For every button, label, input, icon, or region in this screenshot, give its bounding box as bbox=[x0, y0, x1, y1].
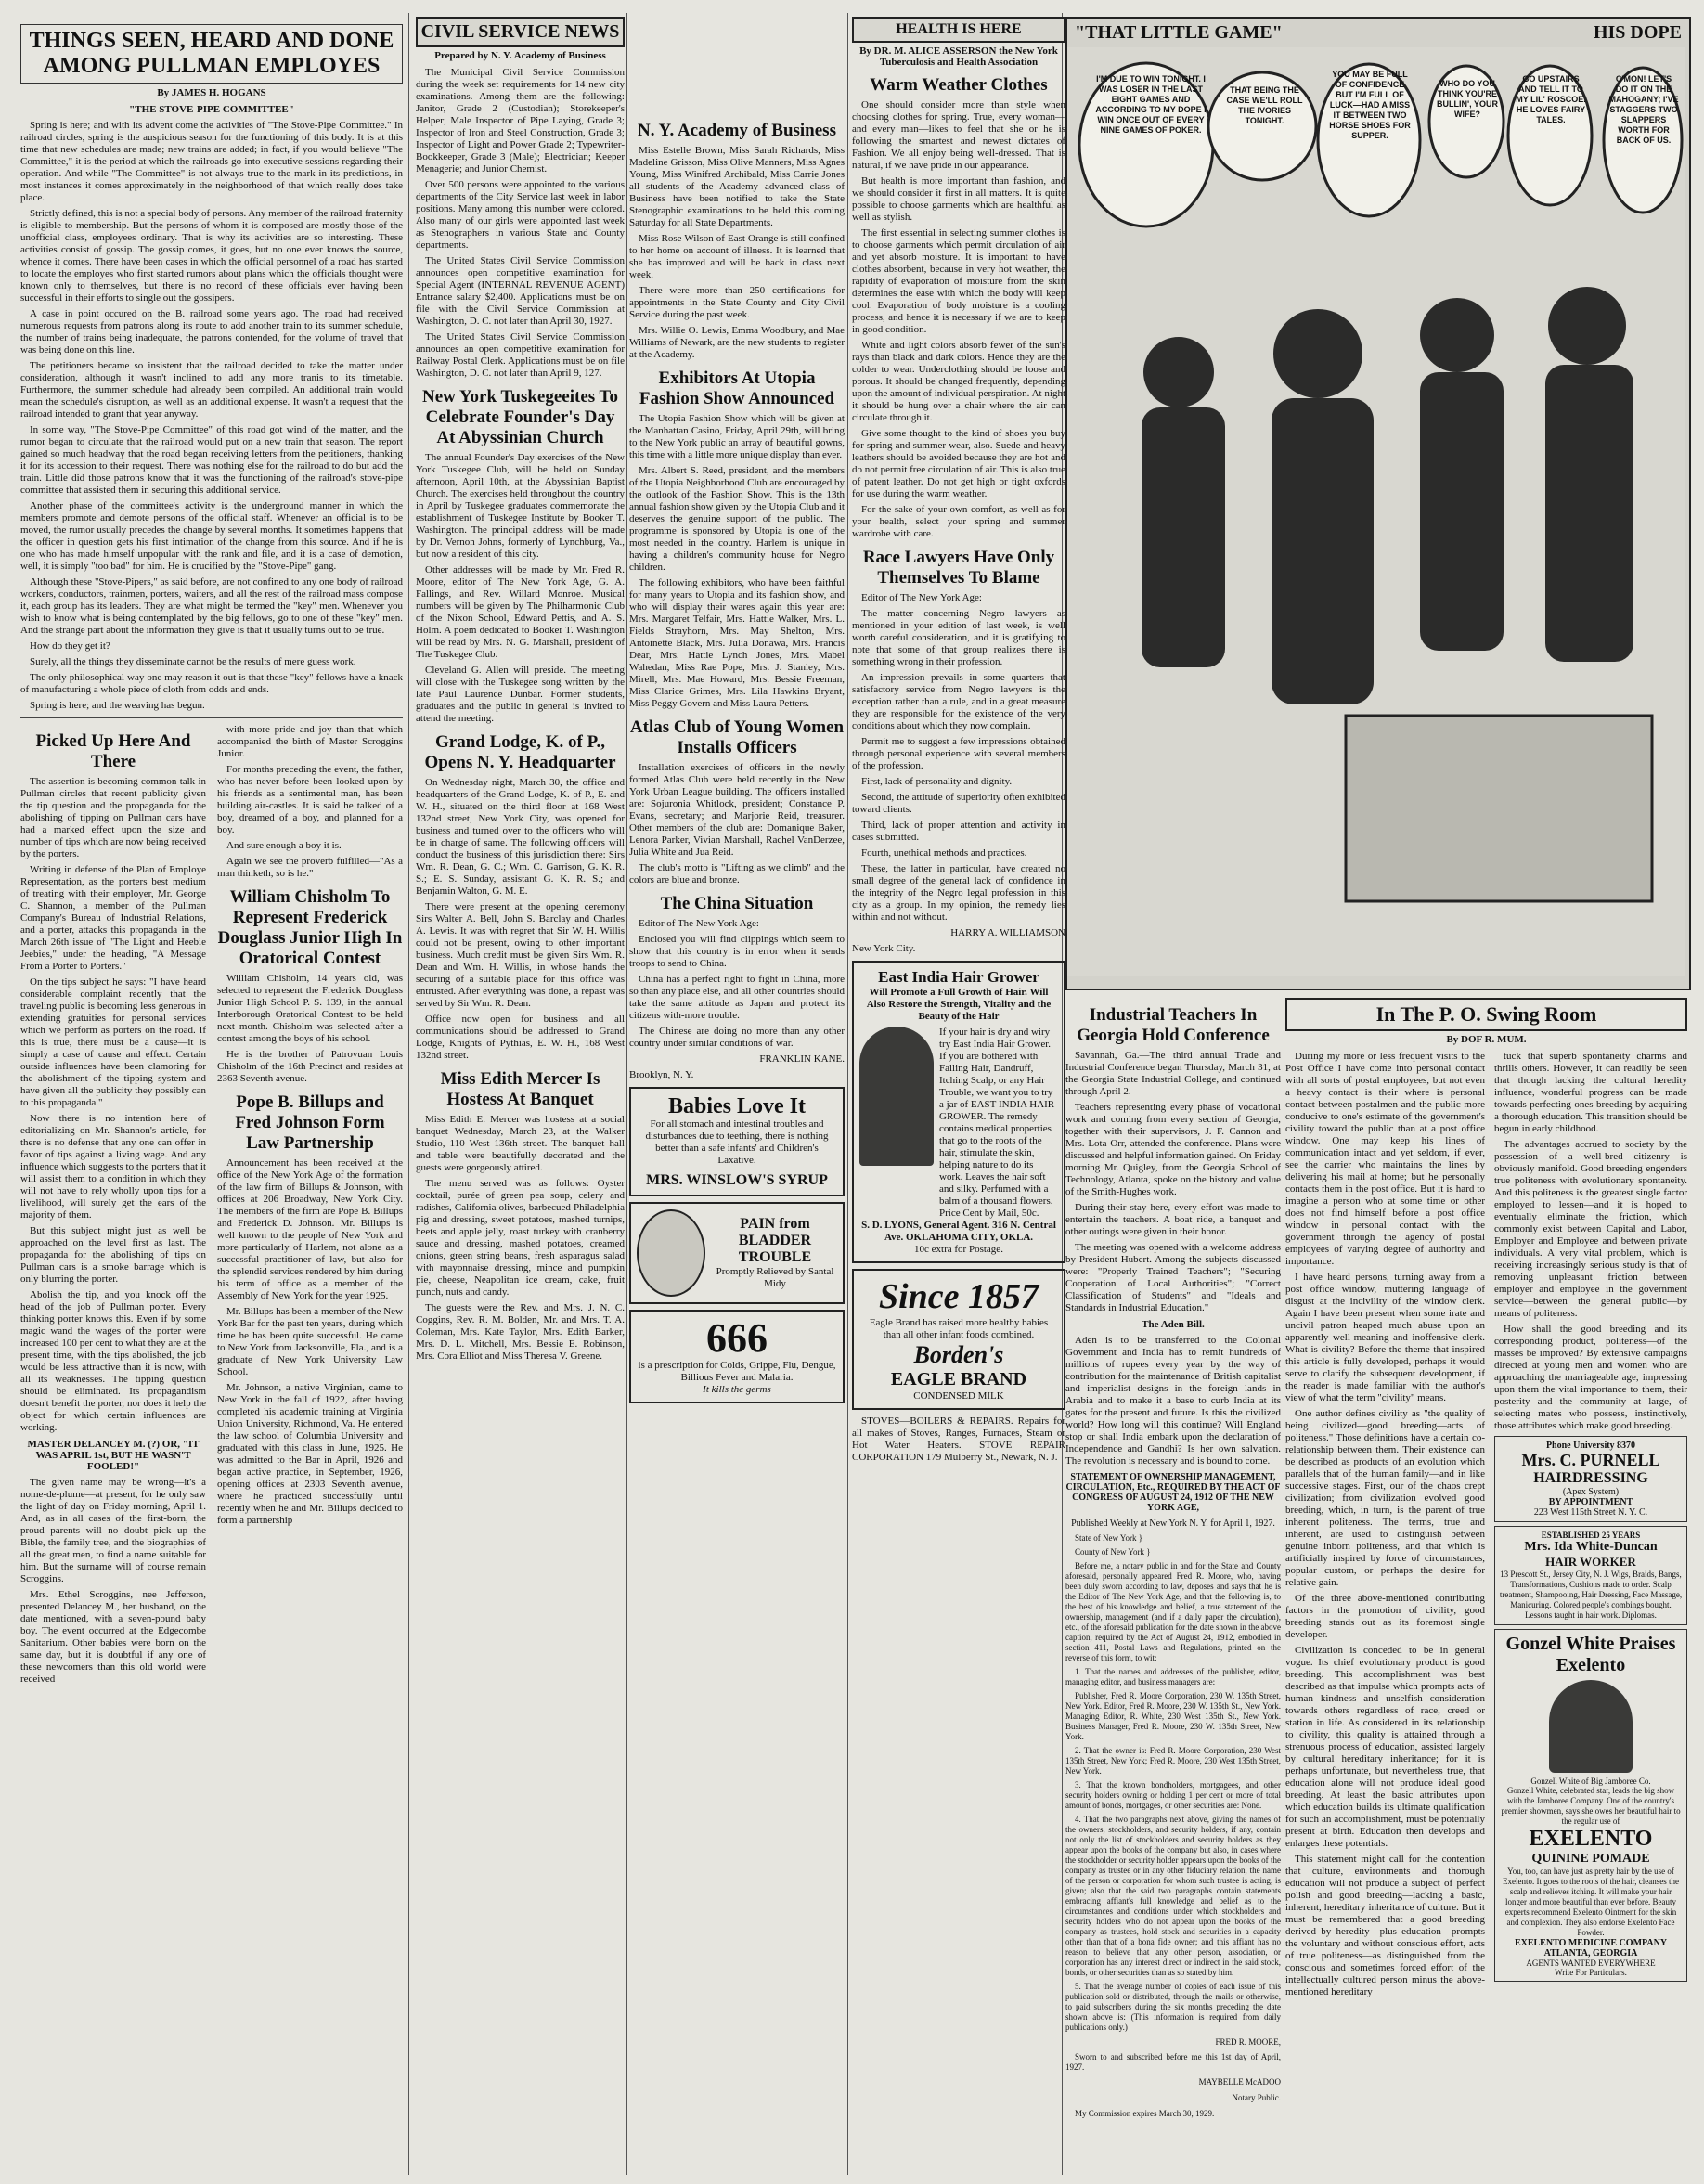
paragraph: Editor of The New York Age: bbox=[861, 592, 982, 603]
paragraph: The first essential in selecting summer clothes is to choose garments which permit circulation of air and yet absorb moisture. It is important to have clothes absorbent, because in very hot weather, the rapidity of evaporation of moisture from the skin determines the ease with which the body will keep cool. Evaporation of body moisture is a cooling process, and hence it is necessary if we are to keep in good condition. bbox=[852, 227, 1065, 335]
paragraph: Miss Rose Wilson of East Orange is still confined to her home on account of illness. It is learned that she has improved and will be back in class next week. bbox=[629, 233, 845, 280]
paragraph: Mr. Johnson, a native Virginian, came to New York in the fall of 1922, after having completed his academic training at Virginia Union University, Richmond, Va. He entered the law school of Columbia University and graduated with this class in June, 1925. He was admitted to the Bar in April, 1926 and began active practice, in September, 1926, opening offices at 2303 Seventh avenue, where he practiced successfully until recently when he and Mr. Billups decided to form a partnership bbox=[217, 1382, 403, 1526]
paragraph: Editor of The New York Age: bbox=[639, 918, 759, 929]
paragraph: But health is more important than fashion, and we should consider it first in all matters. It is quite possible to choose garments which are healthful as well as stylish. bbox=[852, 175, 1065, 223]
swing-room-right bbox=[1494, 1051, 1687, 2160]
paragraph: Cleveland G. Allen will preside. The meeting will close with the Tuskegee song written by the late Paul Laurence Dunbar. Former students, graduates and the public in general is invited to attend the meeting. bbox=[416, 665, 625, 724]
swing-room-headline: In The P. O. Swing Room bbox=[1285, 998, 1687, 1031]
paragraph: How shall the good breeding and its corresponding product, politeness—of the masses be improved? By extensive campaigns directed at young men and women who are approaching the marriageable age, impressing upon them the vital importance to them, their posterity and the community at large, of selecting mates who possess, instinctively, those attributes which make good breeding. bbox=[1494, 1324, 1687, 1431]
paragraph: Strictly defined, this is not a special body of persons. Any member of the railroad fraternity is eligible to membership. But the persons of whom it is composed are mostly those of the unofficial class, employees ordinary. That is why its activities are so interesting. These activities consist of gossip. The gossip comes, it goes, but no one ever knows the source, whence it comes. There have been cases in which the official personnel of a road has started to locate the employes who first started rumors about plans which the officials thought were known only to themselves, but there is no record of these officials ever having been successful in their efforts to single out the gossipers. bbox=[20, 208, 403, 304]
civil-service-headline: CIVIL SERVICE NEWS bbox=[416, 17, 625, 47]
exelento-brand: EXELENTO bbox=[1529, 1827, 1653, 1851]
paragraph: Third, lack of proper attention and activity in cases submitted. bbox=[852, 820, 1065, 843]
paragraph: The matter concerning Negro lawyers as mentioned in your edition of last week, is well worth careful consideration, and it is gratifying to note that some of that group realizes there is something wrong in their profession. bbox=[852, 608, 1065, 667]
civil-service-column bbox=[416, 17, 625, 2175]
china-headline: The China Situation bbox=[660, 894, 814, 913]
delancey-headline: MASTER DELANCEY M. (?) OR, "IT WAS APRIL 1st, BUT HE WASN'T FOOLED!" bbox=[27, 1439, 200, 1472]
paragraph: I have heard persons, turning away from a post office window, muttering language of disgust at the incivility of the window clerk. Again I have been present when some irate and uncivil patron heaped much abuse upon an apparently well-meaning and inoffensive clerk. What is civility? Before the theme that inspired this article is fully developed, perhaps it would serve to clarify the subsequent development, if the reader is made familiar with the author's view of what the term "civility" means. bbox=[1285, 1272, 1485, 1403]
paragraph: Other addresses will be made by Mr. Fred R. Moore, editor of The New York Age, G. A. Fallings, and Rev. Willard Monroe. Musical numbers will be given by The Philharmonic Club of the Nixon School, Edward Pettis, and A. S. Holm. A poem dedicated to Booker T. Washington will be read by Mrs. N. G. Marshall, president of The Tuskegee Club. bbox=[416, 564, 625, 660]
666-ad bbox=[629, 1310, 845, 1403]
swing-room-body bbox=[1285, 1051, 1687, 2160]
gonzel-text: Gonzell White, celebrated star, leads the big show with the Jamboree Company. One of the country's premier showmen, says she owes her beautiful hair to the regular use of bbox=[1501, 1786, 1681, 1826]
race-signature: HARRY A. WILLIAMSON bbox=[950, 927, 1065, 938]
paragraph: The menu served was as follows: Oyster cocktail, purée of green pea soup, celery and radishes, California olives, barbecued Philadelphia pig and dressing, sweet potatoes, mashed turnips, beets and apple jelly, roast turkey with cranberry sauce and dressing, mashed potatoes, creamed onions, green string beans, fresh asparagus salad with mayonnaise dressing, mince and pumpkin pie, cheese, Neapolitan ice cream, cake, fruit punch, nuts and candy. bbox=[416, 1178, 625, 1298]
paragraph: Enclosed you will find clippings which seem to show that this country is in error when it sends troops to send to China. bbox=[629, 934, 845, 969]
column-rule bbox=[408, 13, 409, 2175]
race-place: New York City. bbox=[852, 943, 916, 954]
paragraph: Writing in defense of the Plan of Employe Representation, as the porters best medium of treating with their employer, Mr. George C. Shannon, a member of the Pullman Company's Bureau of Industrial Relations, and a porter, attacks this propaganda in the March 26th issue of "The Light and Heebie Jeebies," under the heading, "A Message From a Porter to Porters." bbox=[20, 864, 206, 972]
phone-number: Phone University 8370 bbox=[1545, 1441, 1636, 1451]
gonzel-headline: Gonzel White Praises Exelento bbox=[1505, 1634, 1676, 1675]
paragraph: White and light colors absorb fewer of the sun's rays than black and dark colors. Hence they are the colder to wear. Underclothing should be loose and porous. It should be changed frequently, depending upon the amount of individual perspiration. At night it should be hung over a chair where the air can circulate through it. bbox=[852, 340, 1065, 423]
statement-signature: FRED R. MOORE, bbox=[1215, 2037, 1281, 2047]
bubble-text: WHO DO YOU THINK YOU'RE BULLIN', YOUR WIFE? bbox=[1437, 79, 1498, 119]
paragraph: On the tips subject he says: "I have heard considerable complaint recently that the traveling public is becoming less generous in extending gratuities for personal services which we perform as porters on the road. If this is true, there must be a cause—it is simply a case of cause and effect. Certain outside influences have been clamoring for the abolishment of the tipping system and have given all the publicity they possibly can to this propaganda." bbox=[20, 976, 206, 1108]
capsule-icon bbox=[637, 1209, 705, 1297]
borden-brand: Borden's bbox=[913, 1341, 1004, 1368]
east-india-hair-ad bbox=[852, 961, 1065, 1263]
paragraph: 3. That the known bondholders, mortgagees, and other security holders owning or holding 1 per cent or more of total amount of bonds, mortgages, or other securities are: None. bbox=[1065, 1780, 1281, 1810]
paragraph: The Utopia Fashion Show which will be given at the Manhattan Casino, Friday, April 29th, will bring to the New York public an array of beautiful gowns, this time with a little more unique display than ever. bbox=[629, 413, 845, 460]
paragraph: The assertion is becoming common talk in Pullman circles that recent publicity given the tip question and the propaganda for the abolishing of tipping on Pullman cars have had a marked effect upon the size and number of tips which are now being received by the porters. bbox=[20, 776, 206, 859]
paragraph: The only philosophical way one may reason it out is that these "key" fellows have a knack of manufacturing a whole piece of cloth from odds and ends. bbox=[20, 672, 403, 695]
santal-text: Promptly Relieved by Santal Midy bbox=[716, 1266, 834, 1289]
figure-head-icon bbox=[1420, 298, 1494, 372]
paragraph: 1. That the names and addresses of the publisher, editor, managing editor, and business managers are: bbox=[1065, 1667, 1281, 1686]
pullman-byline: By JAMES H. HOGANS bbox=[157, 87, 266, 98]
hair-title: East India Hair Grower bbox=[878, 968, 1039, 986]
teachers-column bbox=[1065, 998, 1281, 2172]
paragraph: The United States Civil Service Commission announces an open competitive examination for Railway Postal Clerk. Applications must be on file Washington, D. C. not later than April 9, 127. bbox=[416, 331, 625, 379]
academy-column bbox=[629, 17, 845, 2175]
666-text: is a prescription for Colds, Grippe, Flu, Dengue, Billious Fever and Malaria. bbox=[638, 1360, 836, 1383]
paragraph: The meeting was opened with a welcome address by President Hubert. Among the subjects discussed were: "Properly Trained Teachers"; "Securing Cooperation of Local Authorities"; "Correct Classification of Students" and "Ideals and Standards in Industrial Education." bbox=[1065, 1242, 1281, 1313]
purnell-name: Mrs. C. PURNELL bbox=[1521, 1451, 1660, 1469]
stove-pipe-heading: "THE STOVE-PIPE COMMITTEE" bbox=[129, 104, 294, 115]
paragraph: The annual Founder's Day exercises of the New York Tuskegee Club, will be held on Sunday afternoon, April 10th, at the Abyssinian Baptist Church. The exercises held throughout the country in April by Tuskegee graduates commemorate the establishment of Tuskegee Institute by Booker T. Washington. The principal address will be made by Dr. Vernon Johns, formerly of Lynchburg, Va., but now a resident of this city. bbox=[416, 452, 625, 560]
paragraph: These, the latter in particular, have created no small degree of the general lack of confidence in the integrity of the Negro legal profession in this city as a group. In my opinion, the remedy lies within and not without. bbox=[852, 863, 1065, 923]
bubble-text: C'MON! LET'S DO IT ON THE MAHOGANY; I'VE STAGGERS TWO SLAPPERS WORTH FOR BACK OF US. bbox=[1608, 74, 1679, 145]
paragraph: Announcement has been received at the office of the New York Age of the formation of the law firm of Billups & Johnson, with offices at 206 Broadway, New York City. The members of the firm are Pope B. Billups and Frederick D. Johnson. Mr. Billups is well known to the people of New York and more particularly of Harlem, not alone as a successful practitioner of law, but also for the splendid services rendered by him during his term of office as a member of the Assembly of New York for the year 1925. bbox=[217, 1157, 403, 1301]
paragraph: First, lack of personality and dignity. bbox=[861, 776, 1013, 787]
hair-text: If your hair is dry and wiry try East India Hair Grower. If you are bothered with Falling Hair, Dandruff, Itching Scalp, or any Hair Trouble, we want you to try a jar of EAST INDIA HAIR GROWER. The remedy contains medical properties that go to the roots of the hair, stimulate the skin, helping nature to do its work. Leaves the hair soft and silky. Perfumed with a balm of a thousand flowers. Price Cent by Mail, 50c. bbox=[939, 1027, 1055, 1219]
paragraph: How do they get it? bbox=[30, 640, 110, 652]
bubble-text: GO UPSTAIRS AND TELL IT TO MY LIL' ROSCOE. HE LOVES FAIRY TALES. bbox=[1516, 74, 1586, 124]
paragraph: Surely, all the things they disseminate cannot be the results of mere guess work. bbox=[30, 656, 356, 667]
grand-lodge-headline: Grand Lodge, K. of P., Opens N. Y. Headquarter bbox=[424, 732, 616, 772]
paragraph: Installation exercises of officers in the newly formed Atlas Club were held recently in the New York Urban League building. The officers installed are: Sojuronia Whitlock, president; Constance P. Evans, secretary; and Marjorie Reid, treasurer. Other members of the club are: Domanique Baker, Lenora Parker, Vivian Marshall, Rachel VanDerzee, Julia White and Jua Reid. bbox=[629, 762, 845, 858]
stove-pipe-article bbox=[20, 120, 403, 712]
column-rule bbox=[626, 13, 627, 2175]
paragraph: Aden is to be transferred to the Colonial Government and India has to remit hundreds of millions of rupees every year by the way of contribution for the maintenance of British capitalist and imperialist designs in the foreign lands in Arabia and to make it a base to curb India at its gates for the present and future. Is this the civilized world? How long will this continue? Will England stop or shall India embark upon the declaration of Independence and Gandhi? Is her own salvation. The revolution is necessary and is bound to come. bbox=[1065, 1335, 1281, 1467]
cartoon-drawing bbox=[1067, 47, 1685, 976]
santal-ad bbox=[629, 1202, 845, 1304]
santal-headline: PAIN from BLADDER TROUBLE bbox=[738, 1216, 812, 1265]
atlas-headline: Atlas Club of Young Women Installs Officers bbox=[629, 717, 845, 757]
paragraph: He is the brother of Patrovuan Louis Chisholm of the 16th Precinct and resides at 2363 Seventh avenue. bbox=[217, 1049, 403, 1084]
paragraph: Second, the attitude of superiority often exhibited toward clients. bbox=[852, 792, 1065, 815]
chisholm-headline: William Chisholm To Represent Frederick Douglass Junior High In Oratorical Contest bbox=[217, 887, 403, 968]
paragraph: But this subject might just as well be approached on the level first as last. The propaganda for the abolishing of tips on Pullman cars is a smoke barrage which is only blurring the porter. bbox=[20, 1225, 206, 1285]
babies-title: Babies Love It bbox=[667, 1094, 806, 1118]
statement-sworn: Sworn to and subscribed before me this 1st day of April, 1927. bbox=[1065, 2052, 1281, 2072]
duncan-text: 13 Prescott St., Jersey City, N. J. Wigs, Braids, Bangs, Transformations, Cushions made to order. Scalp treatment, Shampooing, Hair Dressing, Face Massage, Manicuring. Colored people's combings bought. Lessons taught in hair work. Diplomas. bbox=[1499, 1570, 1683, 1620]
duncan-ad bbox=[1494, 1526, 1687, 1625]
condensed-milk: CONDENSED MILK bbox=[913, 1390, 1004, 1402]
academy-headline: N. Y. Academy of Business bbox=[638, 121, 836, 140]
statement-headline: STATEMENT OF OWNERSHIP MANAGEMENT, CIRCULATION, Etc., REQUIRED BY THE ACT OF CONGRESS OF AUGUST 24, 1912 OF THE NEW YORK AGE, bbox=[1065, 1472, 1281, 1513]
figure-head-icon bbox=[1273, 309, 1362, 398]
paragraph: For months preceding the event, the father, who has never before been looked upon by his friends as a sentimental man, has been building air-castles. It is said he talked of a boy, dreamed of a boy, and planned for a boy. bbox=[217, 764, 403, 835]
swing-room-byline: By DOF R. MUM. bbox=[1446, 1034, 1527, 1045]
paragraph: The given name may be wrong—it's a nome-de-plume—at present, for he only saw the light of day on Friday morning, April 1. And, as in all cases of the first-born, the proud parents will no doubt pick up the Bible, the family tree, and the biographies of all the great men, to find a name suitable for him. But the surname will of course remain Scroggins. bbox=[20, 1477, 206, 1584]
cartoon-title: "THAT LITTLE GAME" bbox=[1075, 22, 1283, 43]
paragraph: Mr. Billups has been a member of the New York Bar for the past ten years, during which time he has been quite successful. He came to New York from Jacksonville, Fla., and is a graduate of New York University Law School. bbox=[217, 1306, 403, 1377]
picked-up-headline: Picked Up Here And There bbox=[35, 731, 191, 771]
paragraph: Civilization is conceded to be in general vogue. Its chief evolutionary product is good breeding. This accomplishment was best described as that impulse which prompts acts of human kindness and unselfish consideration towards others regardless of race, creed or station in life. As considered in its relationship to civility, this quality is attained through a strenuous process of education, assisted largely by cultural hereditary inheritance; for it is perhaps unfortunate, but nevertheless true, that education alone will not produce ideal good breeding. At least the basic attributes upon which education builds its ultimate qualification for such an accomplishment, must be potentially present at birth. Education then develops and enlarges these potentials. bbox=[1285, 1645, 1485, 1849]
race-lawyers-headline: Race Lawyers Have Only Themselves To Blame bbox=[862, 548, 1055, 588]
duncan-business: HAIR WORKER bbox=[1545, 1555, 1636, 1569]
paragraph: Fourth, unethical methods and practices. bbox=[861, 847, 1027, 859]
exelento-company: EXELENTO MEDICINE COMPANY bbox=[1514, 1938, 1668, 1948]
paragraph: The following exhibitors, who have been faithful for many years to Utopia and its fashion show, and who will display their wares again this year are: Mrs. Margaret Telfair, Mrs. Hattie Walker, Mrs. L. Fields Strayhorn, Mrs. May Shelton, Mrs. Antoinette Black, Mrs. Julia Donawa, Mrs. Francis Dear, Mrs. Hattie Lynch Jones, Mrs. Mabel Wahedan, Miss Rae Pope, Mrs. J. Stanley, Mrs. Mirell, Mrs. Mae Howard, Mrs. Bessie Freeman, Miss Clarice Grimes, Mrs. Lila Hawkins Bryant, Miss Peggy Govern and Miss Laura Petters. bbox=[629, 577, 845, 709]
paragraph: In some way, "The Stove-Pipe Committee" of this road got wind of the matter, and the rumor began to circulate that the railroad would put on a new train that season. The report gained so much headway that the road began receiving letters from the petitioners, thanking it for its accession to their request. There was nothing else for the railroad to do but add the train. Little did those patrons know that it was the functioning of the railroad's stove-pipe committee that assisted them in securing this additional service. bbox=[20, 424, 403, 496]
winslow-brand: MRS. WINSLOW'S SYRUP bbox=[646, 1172, 828, 1188]
hair-postage: 10c extra for Postage. bbox=[914, 1244, 1003, 1255]
paragraph: The club's motto is "Lifting as we climb" and the colors are blue and bronze. bbox=[629, 862, 845, 885]
table-icon bbox=[1346, 716, 1652, 901]
pullman-column bbox=[20, 17, 403, 2175]
paragraph: State of New York } bbox=[1075, 1533, 1143, 1543]
tuskegee-headline: New York Tuskegeeites To Celebrate Founder's Day At Abyssinian Church bbox=[422, 387, 618, 447]
paragraph: An impression prevails in some quarters that satisfactory service from Negro lawyers is the exception rather than a rule, and in a great measure they are responsible for the existence of the very conditions about which they now complain. bbox=[852, 672, 1065, 731]
figure-head-icon bbox=[1143, 337, 1214, 407]
paragraph: During their stay here, every effort was made to entertain the teachers. A boat ride, a banquet and other outings were given in their honor. bbox=[1065, 1202, 1281, 1237]
borden-ad bbox=[852, 1269, 1065, 1410]
exelento-agents: AGENTS WANTED EVERYWHERE bbox=[1526, 1958, 1656, 1968]
gonzel-portrait-icon bbox=[1549, 1680, 1633, 1773]
health-byline: By DR. M. ALICE ASSERSON the New York Tuberculosis and Health Association bbox=[859, 45, 1058, 68]
paragraph: This statement might call for the contention that culture, environments and thorough education will not produce a subject of perfect polish and good breeding—lacking a basic, inherent, hereditary inheritance of culture. But it must be remembered that a good breeding derived by heredity—plus education—prompts the voluntary and without conscious effort, acts of true politeness—as distinguished from the conscious and sometimes forced effort of the intellectually cultured person minus the above-mentioned hereditary bbox=[1285, 1854, 1485, 1997]
paragraph: The United States Civil Service Commission announces open competitive examination for Special Agent (INTERNAL REVENUE AGENT) Entrance salary $2,400. Applications must be on file with the Civil Service Commission at Washington, D. C. not later than April 30, 1927. bbox=[416, 255, 625, 327]
paragraph: Abolish the tip, and you knock off the head of the job of Pullman porter. Every thinking porter knows this. Even if by some magic wand the wages of the porter were increased 100 per cent to what they are at the present time, with the tips abolished, the job would be less attractive than it is now, with all its weaknesses. The tipping question should be eliminated. Its propagandism doesn't benefit the porter, nor does it help the object for which certain influences are working. bbox=[20, 1289, 206, 1433]
exelento-ad bbox=[1494, 1629, 1687, 1982]
figure-body-icon bbox=[1272, 398, 1374, 704]
cartoon-panel bbox=[1065, 17, 1691, 990]
paragraph: Another phase of the committee's activity is the underground manner in which the members promote and demote persons of the official staff. Whenever an official is to be moved, the rumor usually precedes the change by several months. It sometimes happens that the officer in question gets his first intimation of the change from this source. And if he is one who has made himself unpopular with the rank and file, and it is a case of demotion, well, it is simply "too bad" for him. He is crucified by the "Stove-Pipe" gang. bbox=[20, 500, 403, 572]
exelento-write: Write For Particulars. bbox=[1555, 1968, 1627, 1977]
cartoon-header bbox=[1067, 19, 1689, 47]
notary-title: Notary Public. bbox=[1232, 2093, 1281, 2102]
purnell-address: 223 West 115th Street N. Y. C. bbox=[1533, 1507, 1648, 1518]
eagle-brand: EAGLE BRAND bbox=[890, 1369, 1027, 1389]
666-foot: It kills the germs bbox=[703, 1384, 771, 1395]
babies-love-it-ad bbox=[629, 1087, 845, 1196]
paragraph: The petitioners became so insistent that the railroad decided to take the matter under consideration, although it wasn't inclined to add any more tranis to its timetable. Furthermore, the summer schedule had already been compiled. An additional train would mean the schedule's disruption, as well as an additional expense. It wasn't a request that the railroad intended to grant that year anyway. bbox=[20, 360, 403, 420]
paragraph: 4. That the two paragraphs next above, giving the names of the owners, stockholders, and security holders, if any, contain not only the list of stockholders and security holders as they appear upon the books of the company but also, in cases where the stockholder or security holder appears upon the books of the company as trustee or in any other fiduciary relation, the name of the person or corporation for whom such trustee is acting, is given; also that the said two paragraphs contain statements embracing affiant's full knowledge and belief as to the circumstances and conditions under which stockholders and security holders who do not appear upon the books of the company as trustees, hold stock and securities in a capacity other than that of a bona fide owner; and this affiant has no reason to believe that any other person, association, or corporation has any interest direct or indirect in the said stock, bonds, or other securities than as so stated by him. bbox=[1065, 1815, 1281, 1977]
paragraph: Mrs. Albert S. Reed, president, and the members of the Utopia Neighborhood Club are encouraged by the outlook of the Fashion Show. This is the 13th annual fashion show given by the Utopia Club and it deserves the genuine support of the public. The programme is sponsored by Utopia is one of the most needed in the country. Harlem is unique in having a children's community house for Negro children. bbox=[629, 465, 845, 573]
paragraph: 5. That the average number of copies of each issue of this publication sold or distributed, through the mails or otherwise, to paid subscribers during the six months preceding the date shown above is: (This information is required from daily publications only.) bbox=[1065, 1982, 1281, 2032]
purnell-system: (Apex System) bbox=[1562, 1487, 1620, 1497]
paragraph: Savannah, Ga.—The third annual Trade and Industrial Conference began Thursday, March 31, at the Georgia State Industrial College, and continued through April 2. bbox=[1065, 1050, 1281, 1097]
right-subcolumn bbox=[217, 724, 403, 2172]
paragraph: Over 500 persons were appointed to the various departments of the City Service last week in labor positions. Many among this number were colored. Also many of our girls were appointed last week as Stenographers in various State and County departments. bbox=[416, 179, 625, 251]
paragraph: There were present at the opening ceremony Sirs Walter A. Bell, John S. Barclay and Charles A. Lewis. It was with regret that Sir W. H. Willis could not be present, owing to other important business. Much credit must be given Sirs Wm. R. Dean and Wm. H. Willis, in whose hands the securing of a suitable place for this office was entrusted. After everything was done, a repast was served by Sir Wm. R. Dean. bbox=[416, 901, 625, 1009]
duncan-name: Mrs. Ida White-Duncan bbox=[1524, 1540, 1658, 1554]
paragraph: Although these "Stove-Pipers," as said before, are not confined to any one body of railroad workers, conductors, trainmen, porters, waiters, and all the rest of the railroad mass compose it, each group has its leaders. They are what might be termed the "key" men. Whenever you wish to know what is being contemplated by the big fellows, go to one of these "key" men. And the strange part about the information they give is that it usually turns out to be true. bbox=[20, 576, 403, 636]
established-label: ESTABLISHED 25 YEARS bbox=[1541, 1531, 1641, 1540]
teachers-headline: Industrial Teachers In Georgia Hold Conference bbox=[1077, 1005, 1270, 1045]
exelento-text: You, too, can have just as pretty hair by the use of Exelento. It goes to the roots of the hair, cleanses the scalp and relieves itching. It will make your hair longer and more beautiful than ever before. Beauty experts recommend Exelento Ointment for the skin and complexion. They also endorse Exelento Face Powder. bbox=[1502, 1867, 1680, 1937]
two-column-area bbox=[20, 724, 403, 2172]
paragraph: One author defines civility as "the quality of being civilized—good breeding—acts of politeness." Those definitions have a certain co-relationship between them. Their existence can be described as products of an evolution which parallels that of the human family—and in like successive stages. First, our of the chaos crept civilization; from civilization evolved good breeding, which, in turn, is the parent of true inherent politeness. The terms, true and inherent, are used to distinguish between genuine inborn politeness, and that which is artificially inspired by force of circumstances, popular custom, or perhaps the desire for relative gain. bbox=[1285, 1408, 1485, 1588]
aden-headline: The Aden Bill. bbox=[1142, 1319, 1205, 1330]
paragraph: Permit me to suggest a few impressions obtained through personal experience with several members of the profession. bbox=[852, 736, 1065, 771]
purnell-appointment: BY APPOINTMENT bbox=[1548, 1497, 1633, 1507]
billups-headline: Pope B. Billups and Fred Johnson Form Law Partnership bbox=[235, 1092, 385, 1153]
commission-expiry: My Commission expires March 30, 1929. bbox=[1075, 2109, 1215, 2118]
paragraph: Miss Edith E. Mercer was hostess at a social banquet Wednesday, March 23, at the Walker Studio, 110 West 136th street. The banquet hall and table were beautifully decorated and the guests were gorgeously attired. bbox=[416, 1114, 625, 1173]
cartoon-title-right: HIS DOPE bbox=[1593, 22, 1682, 43]
notary-name: MAYBELLE McADOO bbox=[1198, 2077, 1281, 2087]
woman-portrait-icon bbox=[859, 1027, 934, 1166]
utopia-headline: Exhibitors At Utopia Fashion Show Announced bbox=[639, 368, 835, 408]
civil-service-byline: Prepared by N. Y. Academy of Business bbox=[434, 50, 606, 61]
paragraph: tuck that superb spontaneity charms and thrills others. However, it can readily be seen that though lacking the cultural heredity influence, wonderful progress can be made towards perfecting ones breeding by acquiring a thorough education. This transition should be begun in early childhood. bbox=[1494, 1051, 1687, 1134]
paragraph: For the sake of your own comfort, as well as for your health, select your spring and summer wardrobe with care. bbox=[852, 504, 1065, 539]
paragraph: During my more or less frequent visits to the Post Office I have come into personal contact with all sorts of postal employees, but not even a heavy contact is their where is personal contact between postalmen and the public more conducive to one's estimate of the government's civility toward the public than at a post office window. One may keep his lines of communication intact and yet seldom, if ever, see the carrier who maintains the lines by delivering his mail at home; but he personally contacts them in the post office. But it is hard to imagine a person who at some time or other does not find himself before a post office window in personal contact with the government through the agency of postal employees of varying degree of authority and importance. bbox=[1285, 1051, 1485, 1267]
paragraph: There were more than 250 certifications for appointments in the State County and City Civil Service during the past week. bbox=[629, 285, 845, 320]
quinine-pomade: QUININE POMADE bbox=[1531, 1852, 1650, 1866]
paragraph: The guests were the Rev. and Mrs. J. N. C. Coggins, Rev. R. M. Bolden, Mr. and Mrs. T. A. Coleman, Mrs. Kate Taylor, Mrs. Edith Barker, Mrs. D. L. Mitchell, Mrs. Bessie E. Robinson, Mrs. Cora Elliot and Miss Theresa V. Greene. bbox=[416, 1302, 625, 1362]
paragraph: Before me, a notary public in and for the State and County aforesaid, personally appeared Fred R. Moore, who, having been duly sworn according to law, deposes and says that he is the Editor of The New York Age, and that the following is, to the best of his knowledge and belief, a true statement of the ownership, management (and if a daily paper the circulation), etc., of the aforesaid publication for the date shown in the above caption, required by the Act of August 24, 1912, embodied in section 411, Postal Laws and Regulations, printed on the reverse of this form, to wit: bbox=[1065, 1561, 1281, 1662]
mercer-headline: Miss Edith Mercer Is Hostess At Banquet bbox=[440, 1069, 600, 1109]
bubble-text: THAT BEING THE CASE WE'LL ROLL THE IVORIES TONIGHT. bbox=[1226, 85, 1303, 125]
bubble-text: YOU MAY BE FULL OF CONFIDENCE BUT I'M FULL OF LUCK—HAD A MISS IT BETWEEN TWO HORSE SHOES FOR SUPPER. bbox=[1329, 70, 1411, 140]
paragraph: Mrs. Ethel Scroggins, nee Jefferson, presented Delancey M., her husband, on the date mentioned, with a seven-pound baby boy. The event occurred at the Edgecombe Sanitarium. Other babies were born on the same day, but it is doubtful if any one of these newcomers than this old world were received bbox=[20, 1589, 206, 1685]
paragraph: The advantages accrued to society by the possession of a well-bred citizenry is obviously manifold. Good breeding engenders true politeness with evolutionary spontaneity. And this politeness is the greatest single factor employed to lessen—and it is hoped to eventually eliminate the friction, which commonly exist between Capital and Labor, Employer and Employee and between private individuals. A very vital problem, which is receiving increasingly serious study is that of removing unpleasant friction between employer and employee in the government service—between the general public—by means of politeness. bbox=[1494, 1139, 1687, 1319]
china-place: Brooklyn, N. Y. bbox=[629, 1069, 694, 1080]
bubble-text: I'M DUE TO WIN TONIGHT. I WAS LOSER IN THE LAST EIGHT GAMES AND ACCORDING TO MY DOPE I WIN ONCE OUT OF EVERY NINE GAMES OF POKER. bbox=[1095, 74, 1207, 135]
health-column bbox=[852, 17, 1065, 2175]
paragraph: County of New York } bbox=[1075, 1547, 1151, 1557]
paragraph: Again we see the proverb fulfilled—"As a man thinketh, so is he." bbox=[217, 856, 403, 879]
paragraph: 2. That the owner is: Fred R. Moore Corporation, 230 West 135th Street, New York; Fred R. Moore, 230 West 135th Street, New York. bbox=[1065, 1746, 1281, 1776]
purnell-business: HAIRDRESSING bbox=[1533, 1470, 1648, 1486]
pullman-headline: THINGS SEEN, HEARD AND DONE AMONG PULLMAN EMPLOYES bbox=[20, 24, 403, 84]
exelento-address: ATLANTA, GEORGIA bbox=[1543, 1948, 1638, 1958]
paragraph: Of the three above-mentioned contributing factors in the promotion of civility, good breeding stands out as its foremost single developer. bbox=[1285, 1593, 1485, 1640]
paragraph: Give some thought to the kind of shoes you buy for spring and summer wear, also. Suede and heavy leathers should be avoided because they are hot and do not permit free circulation of air. This is also true of patent leather. Do not get high or tight oxfords for use during the warm weather. bbox=[852, 428, 1065, 499]
paragraph: The Municipal Civil Service Commission during the week set requirements for 14 new city examinations. Among them are the following: Janitor, Grade 2 (Custodian); Storekeeper's Helper; Male Inspector of Pipe Laying, Grade 3; Inspector of Iron and Steel Construction, Grade 3; Inspector of Light and Power Grade 2; Typewriter-Bookkeeper, Grade 3 (Male); Electrician; Keeper Menagerie; and Junior Chemist. bbox=[416, 67, 625, 174]
divider bbox=[20, 717, 403, 718]
paragraph: A case in point occured on the B. railroad some years ago. The road had received numerous requests from patrons along its route to add another train to its summer schedule, the number of trains being inadequate, the patrons contended, for the volume of travel that was being done on this line. bbox=[20, 308, 403, 355]
borden-text: Eagle Brand has raised more healthy babies than all other infant foods combined. bbox=[869, 1317, 1049, 1340]
left-subcolumn bbox=[20, 724, 206, 2172]
paragraph: China has a perfect right to fight in China, more so than any place else, and all other countries should take the same attitude as Japan and protect its citizens with-more trouble. bbox=[629, 974, 845, 1021]
666-number: 666 bbox=[706, 1315, 768, 1361]
paragraph: One should consider more than style when choosing clothes for spring. True, every woman—and every man—likes to feel that she or he is following the smartest and newest dictates of Fashion. We all enjoy being well-dressed. That is natural, if we have pride in our appearance. bbox=[852, 99, 1065, 171]
gonzel-caption: Gonzell White of Big Jamboree Co. bbox=[1530, 1777, 1651, 1786]
hair-company: S. D. LYONS, General Agent. 316 N. Central Ave. OKLAHOMA CITY, OKLA. bbox=[861, 1220, 1056, 1243]
warm-weather-headline: Warm Weather Clothes bbox=[870, 75, 1048, 95]
paragraph: Teachers representing every phase of vocational work and coming from every section of Georgia, together with their supervisors, J. F. Cannon and Mrs. Lota Orr, attended the conference. Plans were discussed and helpful information gained. On Friday morning Mr. Quigley, from the Georgia School of Technology, Atlanta, spoke on the history and value of the Smith-Hughes work. bbox=[1065, 1102, 1281, 1197]
statement-subtitle: Published Weekly at New York N. Y. for April 1, 1927. bbox=[1071, 1518, 1275, 1529]
paragraph: Publisher, Fred R. Moore Corporation, 230 W. 135th Street, New York. Editor, Fred R. Moore, 230 W. 135th St., New York. Managing Editor, R. White, 230 West 135th St., New York. Business Manager, Fred R. Moore, 230 W. 135th Street, New York. bbox=[1065, 1691, 1281, 1741]
paragraph: On Wednesday night, March 30, the office and headquarters of the Grand Lodge, K. of P., E. and W. H., situated on the third floor at 168 West 132nd street, New York City, was opened for business and turned over to the officers who will be in charge of same. The following officers will conduct the business of this jurisdiction there: Sirs Wm. R. Dean, G. C.; Wm. C. Garrison, G. K. R. S.; E. S. Sunday, assistant G. K. R. S.; and Benjamin Walton, G. M. E. bbox=[416, 777, 625, 897]
column-rule bbox=[847, 13, 848, 2175]
purnell-ad bbox=[1494, 1436, 1687, 1522]
swing-room-left bbox=[1285, 1051, 1485, 2160]
paragraph: with more pride and joy than that which accompanied the birth of Master Scroggins Junior. bbox=[217, 724, 403, 759]
swing-room-section bbox=[1285, 998, 1687, 2172]
since-1857: Since 1857 bbox=[878, 1277, 1039, 1316]
hair-subtitle: Will Promote a Full Growth of Hair. Will Also Restore the Strength, Vitality and the Beauty of the Hair bbox=[866, 987, 1052, 1022]
health-headline: HEALTH IS HERE bbox=[852, 17, 1065, 43]
figure-body-icon bbox=[1545, 365, 1633, 662]
paragraph: Mrs. Willie O. Lewis, Emma Woodbury, and Mae Williams of Newark, are the new students to register at the Academy. bbox=[629, 325, 845, 360]
paragraph: William Chisholm, 14 years old, was selected to represent the Frederick Douglass Junior High School P. S. 139, in the annual Interborough Oratorical Contest to be held next month. Chisholm was selected after a contest among the boys of his school. bbox=[217, 973, 403, 1044]
stoves-ad: STOVES—BOILERS & REPAIRS. Repairs for all makes of Stoves, Ranges, Furnaces, Steam or Hot Water Heaters. STOVE REPAIR CORPORATION 179 Mulberry St., Newark, N. J. bbox=[852, 1415, 1065, 1463]
babies-text: For all stomach and intestinal troubles and disturbances due to teething, there is nothing better than a safe infants' and Children's Laxative. bbox=[645, 1118, 829, 1166]
figure-body-icon bbox=[1420, 372, 1504, 651]
paragraph: The Chinese are doing no more than any other country under similar conditions of war. bbox=[629, 1026, 845, 1049]
paragraph: Miss Estelle Brown, Miss Sarah Richards, Miss Madeline Grisson, Miss Olive Manners, Miss Agnes Young, Miss Winifred Archibald, Miss Carrie Jones all students of the Academy advanced class of Business have been notified to take the State Stenographic examinations to be held this coming Saturday for all State Departments. bbox=[629, 145, 845, 228]
figure-body-icon bbox=[1142, 407, 1225, 667]
paragraph: Spring is here; and the weaving has begun. bbox=[30, 700, 205, 711]
china-signature: FRANKLIN KANE. bbox=[759, 1053, 845, 1065]
paragraph: Office now open for business and all communications should be addressed to Grand Lodge, Knights of Pythias, E. W. H., 168 West 132nd street. bbox=[416, 1014, 625, 1061]
paragraph: Now there is no intention here of editorializing on Mr. Shannon's article, for there is no defense that any one can offer in favor of tips against a living wage. And any influence which suggests to the porters that it will assist them to a condition in which they will not have to rely wholly upon tips for a livelihood, will surely get the ears of the majority of them. bbox=[20, 1113, 206, 1221]
figure-head-icon bbox=[1548, 287, 1626, 365]
paragraph: Spring is here; and with its advent come the activities of "The Stove-Pipe Committee." In railroad circles, spring is the auspicious season for the functioning of this body. It is at this time that new schedules are made; new trains are added; in fact, if you would believe "The Committee," it is the period at which the railroads go into executive sessions regarding their operation. And while "The Committee" is not always true to the mark in its predictions, in most instances it comes approximately in the neighborhood of that which really does take place. bbox=[20, 120, 403, 203]
paragraph: And sure enough a boy it is. bbox=[226, 840, 342, 851]
